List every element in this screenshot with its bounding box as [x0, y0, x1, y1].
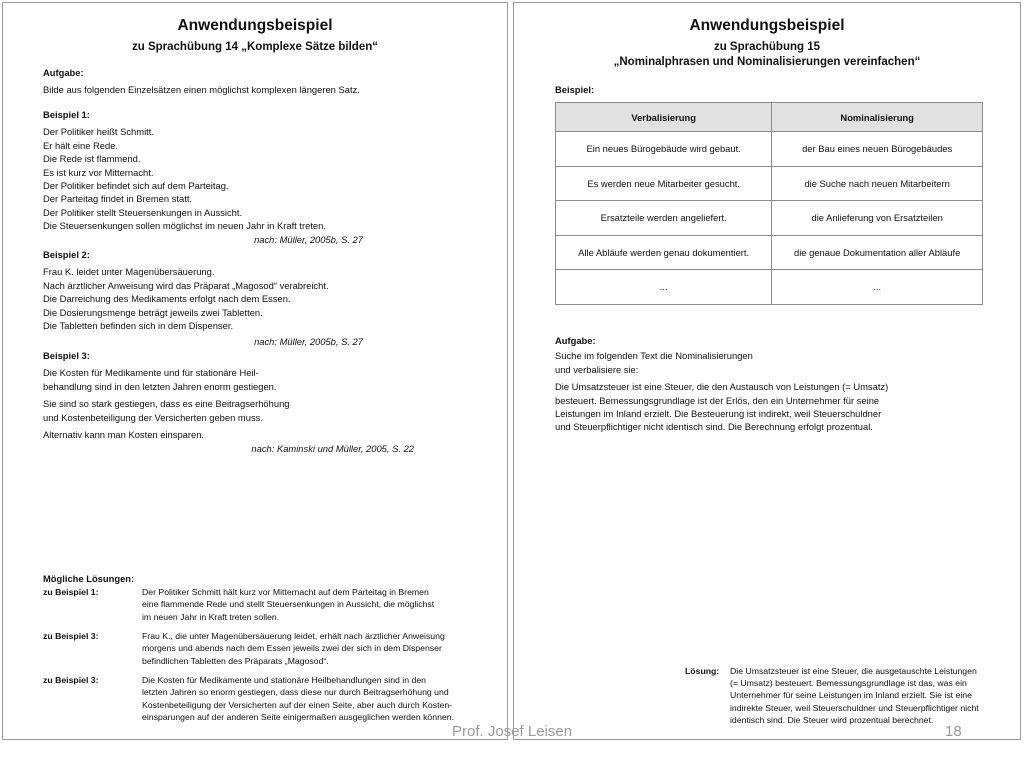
solution-line: morgens und abends nach dem Essen jeweils zwei der sich in dem Dispenser	[142, 643, 442, 654]
solution-1	[43, 586, 463, 626]
page-number: 18	[945, 723, 962, 740]
table-cell: Alle Abläufe werden genau dokumentiert.	[556, 235, 772, 270]
solution-line: identisch sind. Die Steuer wird prozentual berechnet.	[730, 714, 934, 725]
solution-line: Die Umsatzsteuer ist eine Steuer, die ausgetauschte Leistungen	[730, 666, 977, 676]
example-3-line: Die Kosten für Medikamente und für stationäre Heil-	[43, 367, 259, 379]
example-2-line: Die Tabletten befinden sich in dem Dispenser.	[43, 320, 234, 332]
solutions-label: Mögliche Lösungen:	[43, 573, 135, 584]
table-cell: Ein neues Bürogebäude wird gebaut.	[556, 132, 772, 167]
table-cell: die Suche nach neuen Mitarbeitern	[772, 166, 983, 201]
example-3-line: Alternativ kann man Kosten einsparen.	[43, 429, 205, 441]
task-text-line: Leistungen im Inland erzielt. Die Besteuerung ist indirekt, weil Steuerschuldner	[555, 408, 882, 420]
right-solution-text	[730, 665, 990, 726]
task-text-line: und Steuerpflichtiger nicht identisch sind. Die Berechnung erfolgt prozentual.	[555, 421, 873, 433]
table-row	[556, 201, 983, 236]
table-cell: die genaue Dokumentation aller Abläufe	[772, 235, 983, 270]
example-3-line: behandlung sind in den letzten Jahren enorm gestiegen.	[43, 380, 277, 392]
example-2-source: nach: Müller, 2005b, S. 27	[254, 336, 363, 348]
example-2-line: Nach ärztlicher Anweisung wird das Präparat „Magosod“ verabreicht.	[43, 279, 329, 291]
nominalization-table	[555, 102, 983, 305]
right-title: Anwendungsbeispiel	[689, 17, 845, 34]
solution-line: Unternehmer für seine Leistungen im Inland erzielt. Sie ist eine	[730, 690, 972, 701]
right-task-line: und verbalisiere sie:	[555, 363, 639, 375]
solution-line: Die Kosten für Medikamente und stationäre Heilbehandlungen sind in den	[142, 675, 426, 685]
right-task-section	[555, 334, 995, 434]
solution-line: eine flammende Rede und stellt Steuersenkungen in Aussicht, die möglichst	[142, 599, 435, 610]
solution-2	[43, 630, 463, 670]
solution-line: Kostenbeteiligung der Versicherten auf der einen Seite, aber auch durch Kosten-	[142, 699, 453, 710]
example-1-line: Die Rede ist flammend.	[43, 153, 141, 165]
table-row	[556, 132, 983, 167]
solution-3-key: zu Beispiel 3:	[43, 675, 99, 685]
example-1-line: Der Politiker heißt Schmitt.	[43, 126, 154, 138]
table-cell: der Bau eines neuen Bürogebäudes	[772, 132, 983, 167]
task-text-line: Die Umsatzsteuer ist eine Steuer, die den Austausch von Leistungen (= Umsatz)	[555, 381, 889, 393]
table-cell: Es werden neue Mitarbeiter gesucht.	[556, 166, 772, 201]
table-row	[556, 270, 983, 305]
example-1	[43, 108, 363, 246]
right-task-line: Suche im folgenden Text die Nominalisierungen	[555, 350, 753, 362]
example-1-line: Er hält eine Rede.	[43, 139, 119, 151]
solution-2-key: zu Beispiel 3:	[43, 631, 99, 641]
table-cell: Ersatzteile werden angeliefert.	[556, 201, 772, 236]
footer-author: Prof. Josef Leisen	[452, 723, 573, 740]
right-solution-label: Lösung:	[685, 666, 720, 676]
right-solution	[685, 665, 985, 729]
example-2-line: Frau K. leidet unter Magenübersäuerung.	[43, 266, 215, 278]
column-header: Nominalisierung	[772, 103, 983, 132]
example-1-line: Der Politiker stellt Steuersenkungen in Aussicht.	[43, 206, 243, 218]
table-row	[556, 235, 983, 270]
solution-line: im neuen Jahr in Kraft treten sollen.	[142, 611, 280, 622]
example-2-label: Beispiel 2:	[43, 249, 90, 260]
solution-line: (= Umsatz) besteuert. Bemessungsgrundlage ist das, was ein	[730, 678, 967, 689]
example-2-line: Die Dosierungsmenge beträgt jeweils zwei Tabletten.	[43, 306, 263, 318]
solution-line: befindlichen Tabletten des Präparats „Magosod“.	[142, 655, 329, 666]
solution-line: indirekte Steuer, weil Steuerschuldner und Steuerpflichtiger nicht	[730, 702, 979, 713]
example-2-line: Die Darreichung des Medikaments erfolgt nach dem Essen.	[43, 293, 291, 305]
solution-line: einsparungen auf der anderen Seite einigermaßen ausgeglichen werden können.	[142, 711, 455, 722]
solution-2-text	[142, 630, 454, 667]
table-header-row	[556, 103, 983, 132]
task-text: Bilde aus folgenden Einzelsätzen einen möglichst komplexen längeren Satz.	[43, 84, 360, 96]
task-section	[43, 66, 483, 97]
example-1-line: Die Steuersenkungen sollen möglichst im neuen Jahr in Kraft treten.	[43, 220, 326, 232]
example-3-label: Beispiel 3:	[43, 350, 90, 361]
example-1-line: Der Parteitag findet in Bremen statt.	[43, 193, 193, 205]
solution-line: letzten Jahren so enorm gestiegen, dass diese nur durch Beitragserhöhung und	[142, 687, 449, 698]
table-cell: die Anlieferung von Ersatzteilen	[772, 201, 983, 236]
example-3-line: Sie sind so stark gestiegen, dass es eine Beitragserhöhung	[43, 398, 290, 410]
example-1-source: nach: Müller, 2005b, S. 27	[254, 233, 363, 245]
example-1-line: Es ist kurz vor Mitternacht.	[43, 166, 154, 178]
right-subtitle-2: „Nominalphrasen und Nominalisierungen vereinfachen“	[613, 56, 921, 68]
table-cell: ...	[772, 270, 983, 305]
solution-1-key: zu Beispiel 1:	[43, 587, 99, 597]
task-label: Aufgabe:	[43, 67, 84, 78]
solution-line: Frau K., die unter Magenübersäuerung leidet, erhält nach ärztlicher Anweisung	[142, 631, 445, 641]
right-subtitle-1: zu Sprachübung 15	[713, 41, 821, 53]
solution-1-text	[142, 586, 454, 623]
table-row	[556, 166, 983, 201]
example-1-line: Der Politiker befindet sich auf dem Parteitag.	[43, 180, 229, 192]
left-title: Anwendungsbeispiel	[177, 17, 333, 34]
example-3-line: und Kostenbeteiligung der Versicherten geben muss.	[43, 411, 263, 423]
task-text-line: besteuert. Bemessungsgrundlage ist der Erlös, den ein Unternehmer für seine	[555, 394, 880, 406]
example-3	[43, 349, 414, 456]
left-page	[2, 2, 508, 740]
left-subtitle: zu Sprachübung 14 „Komplexe Sätze bilden“	[131, 41, 378, 53]
example-1-label: Beispiel 1:	[43, 109, 90, 120]
solution-3	[43, 674, 463, 726]
right-task-label: Aufgabe:	[555, 335, 596, 346]
example-3-source: nach: Kaminski und Müller, 2005, S. 22	[251, 443, 414, 455]
table-cell: ...	[556, 270, 772, 305]
example-label: Beispiel:	[555, 84, 595, 95]
right-page	[513, 2, 1021, 740]
solution-3-text	[142, 674, 454, 723]
example-2	[43, 248, 363, 349]
solution-line: Der Politiker Schmitt hält kurz vor Mitternacht auf dem Parteitag in Bremen	[142, 587, 429, 597]
column-header: Verbalisierung	[556, 103, 772, 132]
